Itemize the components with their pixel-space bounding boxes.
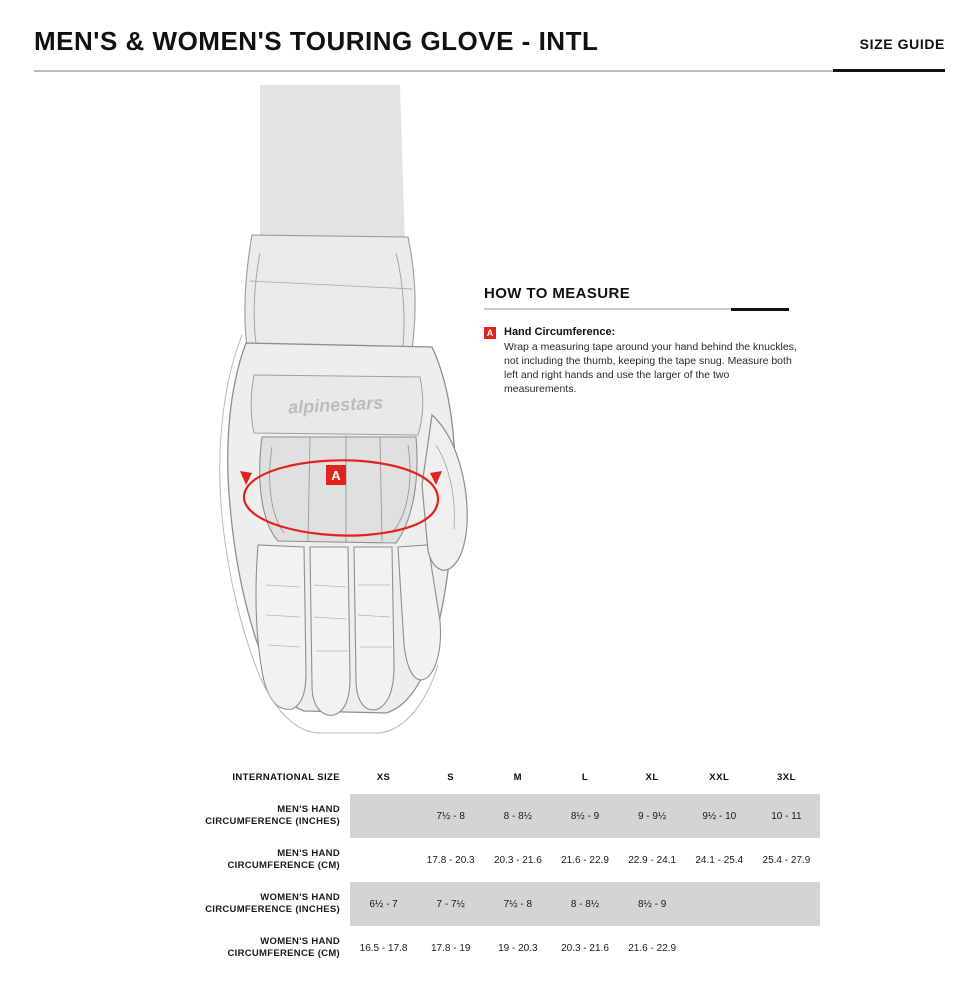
size-header-xs: XS xyxy=(376,771,391,783)
how-to-measure-divider xyxy=(484,308,789,310)
cell-mens-cm-3xl: 25.4 - 27.9 xyxy=(762,854,811,866)
cell-womens-inches-l: 8 - 8½ xyxy=(551,882,618,926)
table-header-row xyxy=(160,760,820,794)
row-label-line-2: CIRCUMFERENCE (CM) xyxy=(227,860,340,871)
glove-diagram-svg xyxy=(200,85,600,745)
size-header-3xl: 3XL xyxy=(776,771,796,783)
size-guide-label: SIZE GUIDE xyxy=(859,36,945,52)
size-header-s: S xyxy=(447,771,455,783)
cell-mens-inches-xs xyxy=(350,794,417,838)
cell-womens-cm-m: 19 - 20.3 xyxy=(498,942,538,954)
page-header xyxy=(34,26,945,78)
row-label-line-2: CIRCUMFERENCE (CM) xyxy=(227,948,340,959)
row-label-line-2: CIRCUMFERENCE (INCHES) xyxy=(205,816,340,827)
cell-mens-cm-s: 17.8 - 20.3 xyxy=(426,854,475,866)
cell-mens-cm-xxl: 24.1 - 25.4 xyxy=(695,854,744,866)
row-label-womens-cm xyxy=(160,926,350,970)
cell-mens-inches-xxl: 9½ - 10 xyxy=(686,794,753,838)
how-to-measure-divider-accent xyxy=(731,308,789,311)
hand-circumference-badge: A xyxy=(484,327,496,339)
size-header-xl: XL xyxy=(645,771,659,783)
cell-mens-cm-xs xyxy=(350,838,417,882)
glove-illustration xyxy=(200,85,600,745)
cell-mens-inches-xl: 9 - 9½ xyxy=(619,794,686,838)
cell-womens-cm-xxl xyxy=(686,926,753,970)
cell-womens-cm-xl: 21.6 - 22.9 xyxy=(628,942,677,954)
table-header-label: INTERNATIONAL SIZE xyxy=(232,771,340,783)
cell-womens-cm-s: 17.8 - 19 xyxy=(430,942,471,954)
row-label-line-2: CIRCUMFERENCE (INCHES) xyxy=(205,904,340,915)
size-header-m: M xyxy=(513,771,523,783)
header-divider-accent xyxy=(833,69,945,72)
size-header-l: L xyxy=(581,771,589,783)
cell-womens-inches-m: 7½ - 8 xyxy=(484,882,551,926)
cell-womens-cm-3xl xyxy=(753,926,820,970)
table-row xyxy=(160,838,820,882)
cell-mens-cm-xl: 22.9 - 24.1 xyxy=(628,854,677,866)
cell-mens-inches-l: 8½ - 9 xyxy=(551,794,618,838)
cell-womens-inches-xxl xyxy=(686,882,753,926)
how-to-measure-title: HOW TO MEASURE xyxy=(484,285,631,302)
how-to-measure-section xyxy=(484,285,804,396)
cell-mens-inches-3xl: 10 - 11 xyxy=(753,794,820,838)
how-to-measure-item xyxy=(484,326,804,396)
size-header-xxl: XXL xyxy=(709,771,730,783)
cell-womens-cm-xs: 16.5 - 17.8 xyxy=(359,942,408,954)
cell-womens-inches-xl: 8½ - 9 xyxy=(619,882,686,926)
table-row xyxy=(160,794,820,838)
cell-womens-inches-xs: 6½ - 7 xyxy=(350,882,417,926)
row-label-mens-inches xyxy=(160,794,350,838)
hand-circumference-text: Wrap a measuring tape around your hand behind the knuckles, not including the thumb, keeping the tape snug. Measure both left and right hands and use the larger of the two measurements. xyxy=(504,341,797,395)
row-label-womens-inches xyxy=(160,882,350,926)
row-label-line-1: WOMEN'S HAND xyxy=(260,936,340,947)
size-table-wrapper xyxy=(160,760,820,970)
row-label-line-1: WOMEN'S HAND xyxy=(260,892,340,903)
cell-mens-cm-l: 21.6 - 22.9 xyxy=(561,854,609,866)
measure-marker-label: A xyxy=(331,468,341,483)
row-label-line-1: MEN'S HAND xyxy=(277,848,340,859)
header-divider xyxy=(34,70,945,72)
table-row xyxy=(160,926,820,970)
cell-mens-cm-m: 20.3 - 21.6 xyxy=(493,854,542,866)
table-row xyxy=(160,882,820,926)
hand-circumference-label: Hand Circumference: xyxy=(504,326,616,338)
cell-womens-inches-s: 7 - 7½ xyxy=(417,882,484,926)
cell-womens-inches-3xl xyxy=(753,882,820,926)
size-guide-label-group xyxy=(860,36,945,57)
brand-wordmark: alpinestars xyxy=(287,392,384,418)
row-label-mens-cm xyxy=(160,838,350,882)
cell-womens-cm-l: 20.3 - 21.6 xyxy=(561,942,609,954)
size-table xyxy=(160,760,820,970)
row-label-line-1: MEN'S HAND xyxy=(277,804,340,815)
page-title: MEN'S & WOMEN'S TOURING GLOVE - INTL xyxy=(34,26,599,56)
cell-mens-inches-s: 7½ - 8 xyxy=(417,794,484,838)
cell-mens-inches-m: 8 - 8½ xyxy=(484,794,551,838)
